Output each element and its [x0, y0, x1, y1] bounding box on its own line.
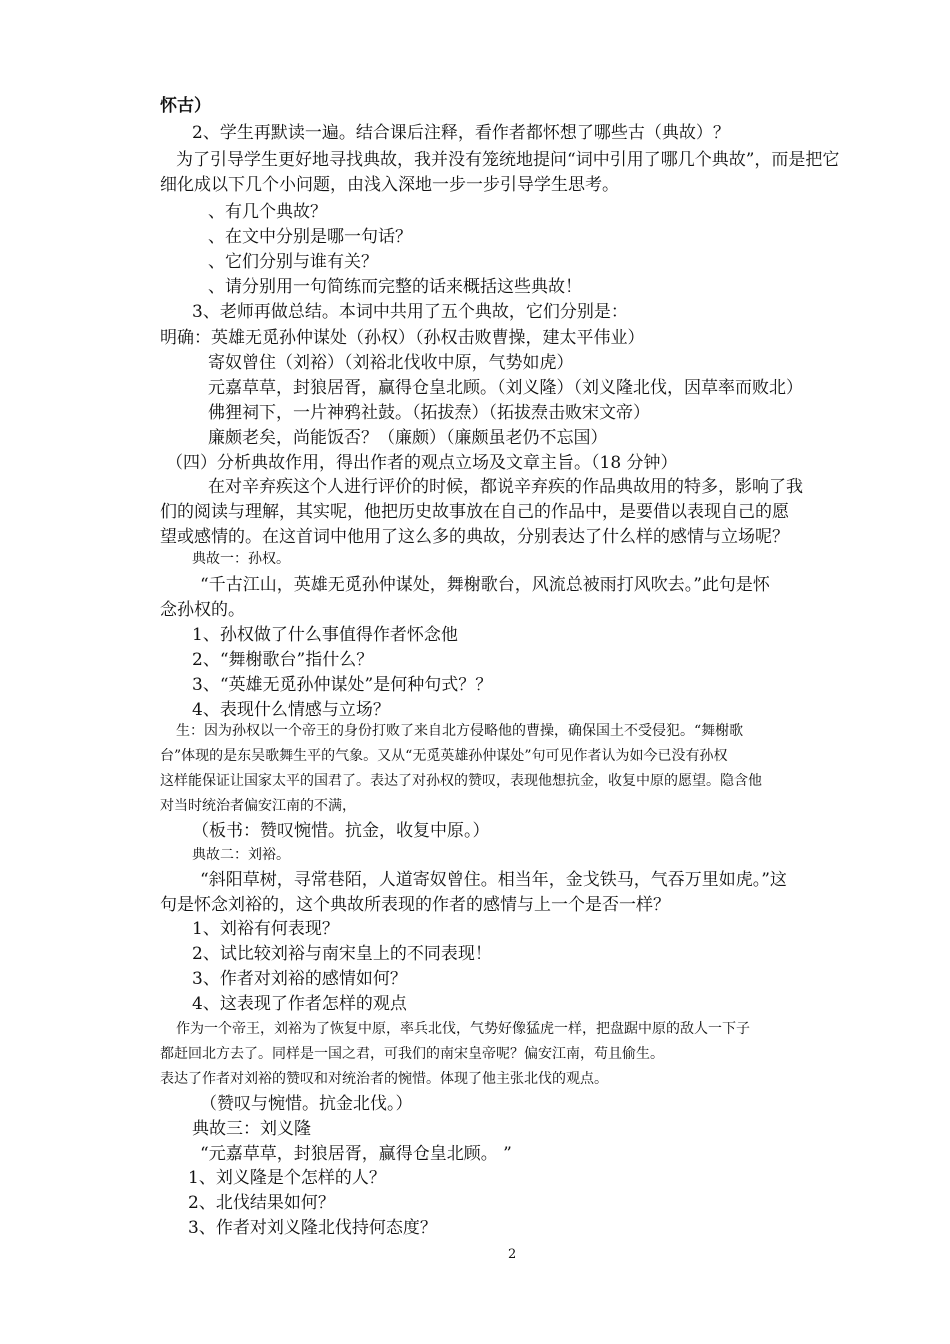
list-item: 3、作者对刘义隆北伐持何态度？: [188, 1218, 437, 1238]
list-item: 、请分别用一句简练而完整的话来概括这些典故！: [208, 277, 582, 297]
text-line: 廉颇老矣，尚能饭否？（廉颇）（廉颇虽老仍不忘国）: [208, 428, 608, 448]
subheading: 典故一：孙权。: [192, 551, 290, 567]
list-item: 4、表现什么情感与立场？: [192, 700, 390, 720]
list-item: 2、“舞榭歌台”指什么？: [192, 650, 374, 670]
answer-line: 台”体现的是东吴歌舞生平的气象。又从“无觅英雄孙仲谋处”句可见作者认为如今已没有孙权: [160, 748, 728, 764]
text-line: 在对辛弃疾这个人进行评价的时候，都说辛弃疾的作品典故用的特多，影响了我: [208, 477, 803, 497]
board-note: （板书：赞叹惋惜。抗金，收复中原。）: [192, 821, 490, 841]
list-item: 4、这表现了作者怎样的观点: [192, 994, 407, 1014]
text-line: “元嘉草草，封狼居胥，赢得仓皇北顾。 ”: [200, 1144, 512, 1164]
text-line: 2、学生再默读一遍。结合课后注释，看作者都怀想了哪些古（典故）？: [192, 123, 730, 143]
list-item: 、有几个典故？: [208, 202, 327, 222]
answer-line: 这样能保证让国家太平的国君了。表达了对孙权的赞叹，表现他想抗金，收复中原的愿望。隐含他: [160, 773, 762, 789]
text-line: 们的阅读与理解，其实呢，他把历史故事放在自己的作品中，是要借以表现自己的愿: [160, 502, 789, 522]
text-line: 望或感情的。在这首词中他用了这么多的典故，分别表达了什么样的感情与立场呢？: [160, 527, 789, 547]
text-line: 寄奴曾住（刘裕）（刘裕北伐收中原，气势如虎）: [208, 353, 574, 373]
text-line: “斜阳草树，寻常巷陌，人道寄奴曾住。相当年，金戈铁马，气吞万里如虎。”这: [200, 870, 787, 890]
subheading: 典故三：刘义隆: [192, 1119, 311, 1139]
list-item: 3、作者对刘裕的感情如何？: [192, 969, 407, 989]
text-line: 元嘉草草，封狼居胥，赢得仓皇北顾。（刘义隆）（刘义隆北伐，因草率而败北）: [208, 378, 803, 398]
list-item: 、在文中分别是哪一句话？: [208, 227, 412, 247]
text-line: 为了引导学生更好地寻找典故，我并没有笼统地提问“词中引用了哪几个典故”，而是把它: [176, 150, 840, 170]
text-line: 佛狸祠下，一片神鸦社鼓。（拓拔焘）（拓拔焘击败宋文帝）: [208, 403, 650, 423]
answer-line: 都赶回北方去了。同样是一国之君，可我们的南宋皇帝呢？偏安江南，苟且偷生。: [160, 1046, 664, 1062]
text-line: 念孙权的。: [160, 600, 245, 620]
text-line: 句是怀念刘裕的，这个典故所表现的作者的感情与上一个是否一样？: [160, 895, 670, 915]
text-line: 3、老师再做总结。本词中共用了五个典故，它们分别是：: [192, 302, 628, 322]
answer-line: 表达了作者对刘裕的赞叹和对统治者的惋惜。体现了他主张北伐的观点。: [160, 1071, 608, 1087]
board-note: （赞叹与惋惜。抗金北伐。）: [200, 1094, 413, 1114]
list-item: 2、试比较刘裕与南宋皇上的不同表现！: [192, 944, 492, 964]
list-item: 3、“英雄无觅孙仲谋处”是何种句式？？: [192, 675, 493, 695]
text-line: 明确：英雄无觅孙仲谋处（孙权）（孙权击败曹操，建太平伟业）: [160, 328, 645, 348]
list-item: 、它们分别与谁有关？: [208, 252, 378, 272]
list-item: 1、刘义隆是个怎样的人？: [188, 1168, 386, 1188]
answer-line: 作为一个帝王，刘裕为了恢复中原，率兵北伐，气势好像猛虎一样，把盘踞中原的敌人一下子: [176, 1021, 750, 1037]
subheading: 典故二：刘裕。: [192, 847, 290, 863]
page-number: 2: [508, 1247, 517, 1262]
text-line: 细化成以下几个小问题，由浅入深地一步一步引导学生思考。: [160, 175, 619, 195]
answer-line: 生：因为孙权以一个帝王的身份打败了来自北方侵略他的曹操，确保国土不受侵犯。“舞榭歌: [176, 723, 744, 739]
answer-line: 对当时统治者偏安江南的不满，: [160, 798, 356, 814]
list-item: 1、孙权做了什么事值得作者怀念他: [192, 625, 458, 645]
list-item: 1、刘裕有何表现？: [192, 919, 339, 939]
section-heading: （四）分析典故作用，得出作者的观点立场及文章主旨。（18 分钟）: [166, 453, 678, 473]
text-line: 怀古）: [160, 96, 211, 116]
list-item: 2、北伐结果如何？: [188, 1193, 335, 1213]
text-line: “千古江山，英雄无觅孙仲谋处，舞榭歌台，风流总被雨打风吹去。”此句是怀: [200, 575, 770, 595]
